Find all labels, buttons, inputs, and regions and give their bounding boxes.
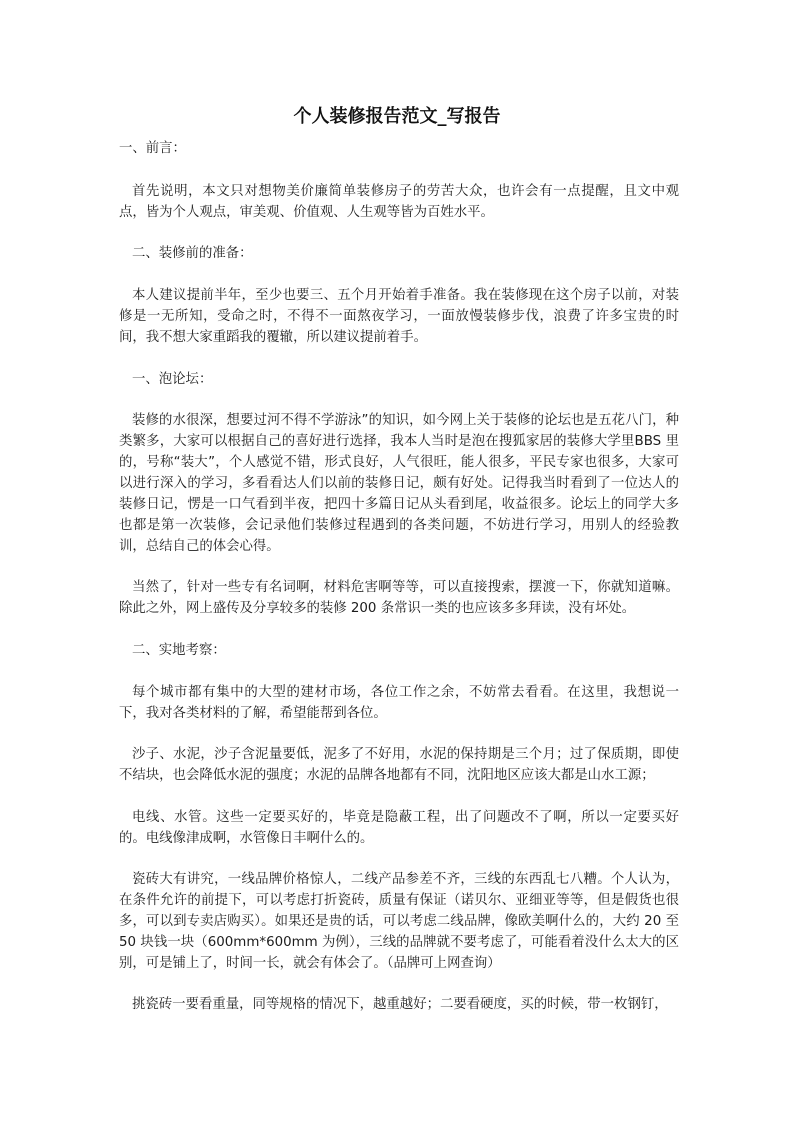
paragraph-preparation: 本人建议提前半年，至少也要三、五个月开始着手准备。我在装修现在这个房子以前，对装修是一无所知，受命之时，不得不一面熬夜学习，一面放慢装修步伐，浪费了许多宝贵的时间，我不想大家重蹈我的覆辙，所以建议提前着手。: [119, 288, 679, 345]
section-heading-field-visit: 二、实地考察：: [132, 643, 226, 658]
paragraph-preface: 首先说明，本文只对想物美价廉简单装修房子的劳苦大众，也许会有一点提醒，且文中观点，皆为个人观点，审美观、价值观、人生观等皆为百姓水平。: [119, 184, 679, 220]
paragraph-market: 每个城市都有集中的大型的建材市场，各位工作之余，不妨常去看看。在这里，我想说一下，我对各类材料的了解，希望能帮到各位。: [119, 685, 679, 721]
paragraph-sand-cement: 沙子、水泥，沙子含泥量要低，泥多了不好用，水泥的保持期是三个月；过了保质期，即使不结块，也会降低水泥的强度；水泥的品牌各地都有不同，沈阳地区应该大都是山水工源；: [119, 747, 679, 783]
paragraph-search: 当然了，针对一些专有名词啊，材料危害啊等等，可以直接搜索，摆渡一下，你就知道嘛。除此之外，网上盛传及分享较多的装修 200 条常识一类的也应该多多拜读，没有坏处。: [119, 580, 679, 616]
section-heading-forum: 一、泡论坛：: [132, 372, 213, 387]
paragraph-wire-pipe: 电线、水管。这些一定要买好的，毕竟是隐蔽工程，出了问题改不了啊，所以一定要买好的。电线像津成啊，水管像日丰啊什么的。: [119, 810, 679, 846]
paragraph-tiles: 瓷砖大有讲究，一线品牌价格惊人，二线产品参差不齐，三线的东西乱七八糟。个人认为，在条件允许的前提下，可以考虑打折瓷砖，质量有保证（诺贝尔、亚细亚等等，但是假货也很多，可以到专卖店购买）。如果还是贵的话，可以考虑二线品牌，像欧美啊什么的，大约 20 至 50 块钱一块（600mm*600mm 为例），三线的品牌就不要考虑了，可能看着没什么太大的区别，可是铺上了，时间一长，就会有体会了。（品牌可上网查询）: [119, 872, 679, 971]
paragraph-tile-selection: 挑瓷砖一要看重量，同等规格的情况下，越重越好；二要看硬度，买的时候，带一枚钢钉，: [132, 997, 668, 1012]
section-heading-preparation: 二、装修前的准备：: [132, 246, 253, 261]
paragraph-forum: 装修的水很深，想要过河不得不学游泳”的知识，如今网上关于装修的论坛也是五花八门，种类繁多，大家可以根据自己的喜好进行选择，我本人当时是泡在搜狐家居的装修大学里BBS 里的，号称“装大”，个人感觉不错，形式良好，人气很旺，能人很多，平民专家也很多，大家可以进行深入的学习，多看看达人们以前的装修日记，颇有好处。记得我当时看到了一位达人的装修日记，愣是一口气看到半夜，把四十多篇日记从头看到尾，收益很多。论坛上的同学大多也都是第一次装修，会记录他们装修过程遇到的各类问题，不妨进行学习，用别人的经验教训，总结自己的体会心得。: [119, 413, 679, 554]
document-title: 个人装修报告范文_写报告: [293, 106, 501, 127]
section-heading-preface: 一、前言：: [119, 141, 186, 156]
